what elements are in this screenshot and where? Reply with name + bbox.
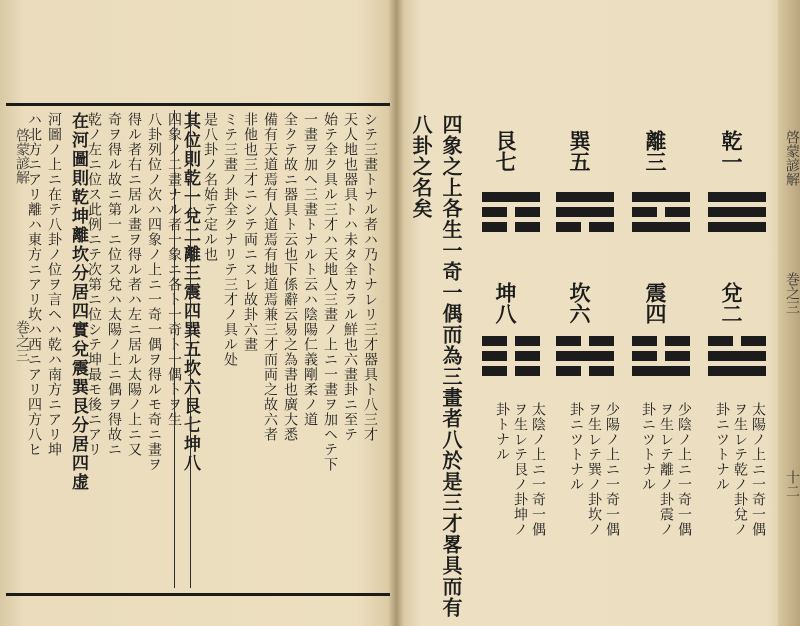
trigram-note-column: 少陰ノ上ニ一奇一偶 bbox=[676, 402, 692, 537]
trigram-symbol bbox=[556, 336, 614, 381]
right-margin-title: 啓蒙諺解 bbox=[784, 130, 800, 186]
left-margin-title: 啓蒙諺解 bbox=[14, 128, 30, 184]
trigram-line bbox=[632, 192, 690, 202]
trigram-label: 乾一 bbox=[719, 130, 744, 172]
trigram-label: 艮七 bbox=[493, 130, 518, 172]
trigram-label: 坎六 bbox=[567, 282, 592, 324]
trigram-line bbox=[708, 366, 766, 376]
trigram-line bbox=[556, 192, 614, 202]
right-margin-page: 十二 bbox=[784, 470, 800, 498]
trigram-line bbox=[482, 207, 540, 217]
trigram-note-column: 卦トナル bbox=[494, 402, 510, 462]
trigram-line bbox=[632, 351, 690, 361]
left-text-column: 天人地也器具トハ未タ全カラル鮮也六畫卦ニ至テ bbox=[342, 112, 358, 442]
trigram-line bbox=[632, 366, 690, 376]
yin-segment bbox=[589, 366, 614, 376]
yin-segment bbox=[632, 351, 657, 361]
trigram-note-column: ヲ生レテ巽ノ卦坎ノ bbox=[586, 402, 602, 537]
yang-segment bbox=[556, 351, 614, 361]
trigram-label: 震四 bbox=[643, 282, 668, 324]
yin-segment bbox=[665, 336, 690, 346]
trigram-line bbox=[708, 222, 766, 232]
left-text-column: 備有天道焉有人道焉有地道焉兼三才而両之故六者 bbox=[262, 112, 278, 442]
yin-segment bbox=[515, 336, 540, 346]
yin-segment bbox=[482, 351, 507, 361]
trigram-symbol bbox=[482, 192, 540, 237]
trigram-line bbox=[556, 207, 614, 217]
yin-segment bbox=[515, 366, 540, 376]
trigram-label: 坤八 bbox=[493, 282, 518, 324]
trigram-line bbox=[482, 351, 540, 361]
trigram-symbol bbox=[708, 336, 766, 381]
left-text-column: ミテ三畫ノ卦全クナリテ三才ノ具ル处 bbox=[222, 112, 238, 367]
trigram-symbol bbox=[482, 336, 540, 381]
left-margin-volume: 巻之三 bbox=[14, 320, 30, 362]
trigram-line bbox=[482, 366, 540, 376]
trigram-label: 兌二 bbox=[719, 282, 744, 324]
yin-segment bbox=[482, 207, 507, 217]
yin-segment bbox=[741, 336, 766, 346]
yin-segment bbox=[632, 336, 657, 346]
trigram-line bbox=[632, 336, 690, 346]
trigram-line bbox=[708, 336, 766, 346]
yin-segment bbox=[556, 336, 581, 346]
yin-segment bbox=[665, 207, 690, 217]
trigram-note-column: 太陽ノ上ニ一奇一偶 bbox=[750, 402, 766, 537]
trigram-line bbox=[708, 192, 766, 202]
column-divider bbox=[174, 110, 175, 588]
yin-segment bbox=[515, 351, 540, 361]
yin-segment bbox=[482, 336, 507, 346]
trigram-label: 巽五 bbox=[567, 130, 592, 172]
trigram-symbol bbox=[556, 192, 614, 237]
trigram-symbol bbox=[708, 192, 766, 237]
yin-segment bbox=[515, 207, 540, 217]
yang-segment bbox=[708, 207, 766, 217]
trigram-line bbox=[556, 336, 614, 346]
trigram-note-column: ヲ生レテ乾ノ卦兌ノ bbox=[732, 402, 748, 537]
yang-segment bbox=[632, 222, 690, 232]
trigram-line bbox=[556, 222, 614, 232]
yin-segment bbox=[482, 366, 507, 376]
column-divider bbox=[190, 110, 191, 588]
trigram-note-column: 卦ニツトナル bbox=[640, 402, 656, 492]
yang-segment bbox=[708, 366, 766, 376]
yang-segment bbox=[708, 192, 766, 202]
trigram-line bbox=[632, 207, 690, 217]
yang-segment bbox=[632, 366, 690, 376]
yin-segment bbox=[556, 222, 581, 232]
left-page bbox=[0, 0, 396, 626]
left-text-column: 始テ全ク具ル三才ハ天地人三畫ノ上ニ一畫ヲ加ヘテ下 bbox=[322, 112, 338, 472]
left-text-column: シテ三畫トナル者ハ乃トナレリ三才器具ト八三才 bbox=[362, 112, 378, 442]
trigram-line bbox=[708, 351, 766, 361]
yang-segment bbox=[556, 192, 614, 202]
trigram-note-column: 卦ニツトナル bbox=[714, 402, 730, 492]
left-text-column: 非他也三才ニシテ両ニスレ故卦六畫 bbox=[242, 112, 258, 352]
left-text-column: 一畫ヲ加ヘ三畫トナルト云ハ陰陽仁義剛柔ノ道 bbox=[302, 112, 318, 427]
main-text-column: 四象之上各生一奇一偶而為三畫者八於是三才畧具而有 bbox=[439, 114, 463, 618]
trigram-line bbox=[482, 192, 540, 202]
left-text-column: 奇ヲ得ル故ニ第一ニ位ス兌ハ太陽ノ上ニ偶ヲ得故ニ bbox=[106, 112, 122, 457]
trigram-line bbox=[632, 222, 690, 232]
left-text-column: 八卦列位ノ次ハ四象ノ上ニ一奇一偶ヲ得ルモ奇ニ畫ヲ bbox=[146, 112, 162, 472]
trigram-line bbox=[556, 366, 614, 376]
trigram-note-column: 太陰ノ上ニ一奇一偶 bbox=[530, 402, 546, 537]
left-text-column: 其位則乾一兌二離三震四巽五坎六艮七坤八 bbox=[180, 112, 200, 473]
right-margin-volume: 巻之三 bbox=[784, 272, 800, 314]
left-text-column: 全クテ故ニ器具ト云也下係辭云易之為書也廣大悉 bbox=[282, 112, 298, 442]
left-text-column: 河圖ノ上ニ在テ八卦ノ位ヲ言ヘハ乾ハ南方ニアリ坤 bbox=[46, 112, 62, 457]
left-text-column: 乾ノ左ニ位ス此例ニテ次第ニ位シテ坤最モ後ニアリ bbox=[86, 112, 102, 457]
trigram-line bbox=[556, 351, 614, 361]
left-text-column: 是八卦ノ名始テ定ル也 bbox=[202, 112, 218, 262]
left-text-column: ハ北方ニアリ離ハ東方ニアリ坎ハ西ニアリ四方八ヒ bbox=[26, 112, 42, 457]
yin-segment bbox=[589, 222, 614, 232]
yin-segment bbox=[632, 207, 657, 217]
yin-segment bbox=[515, 222, 540, 232]
yin-segment bbox=[589, 336, 614, 346]
left-text-column: 四象ノ二畫ナル者一象ニ各ト一奇ト一偶トヲ生 bbox=[166, 112, 182, 427]
trigram-label: 離三 bbox=[643, 130, 668, 172]
trigram-symbol bbox=[632, 336, 690, 381]
book-gutter bbox=[388, 0, 404, 626]
trigram-note-column: 卦ニツトナル bbox=[568, 402, 584, 492]
left-text-column: 在河圖則乾坤離坎分居四實兌震巽艮分居四虚 bbox=[68, 112, 88, 492]
trigram-line bbox=[482, 222, 540, 232]
yin-segment bbox=[665, 351, 690, 361]
yin-segment bbox=[708, 336, 733, 346]
trigram-symbol bbox=[632, 192, 690, 237]
yang-segment bbox=[632, 192, 690, 202]
yang-segment bbox=[556, 207, 614, 217]
trigram-line bbox=[708, 207, 766, 217]
yin-segment bbox=[556, 366, 581, 376]
trigram-note-column: ヲ生レテ離ノ卦震ノ bbox=[658, 402, 674, 537]
yang-segment bbox=[708, 222, 766, 232]
trigram-line bbox=[482, 336, 540, 346]
yin-segment bbox=[482, 222, 507, 232]
trigram-note-column: 少陽ノ上ニ一奇一偶 bbox=[604, 402, 620, 537]
trigram-note-column: ヲ生レテ艮ノ卦坤ノ bbox=[512, 402, 528, 537]
main-text-column: 八卦之名矣 bbox=[409, 114, 433, 219]
yang-segment bbox=[482, 192, 540, 202]
left-text-column: 得ル者右ニ居ル畫ヲ得ル者ハ左ニ居ル太陽ノ上ニ又 bbox=[126, 112, 142, 457]
yang-segment bbox=[708, 351, 766, 361]
